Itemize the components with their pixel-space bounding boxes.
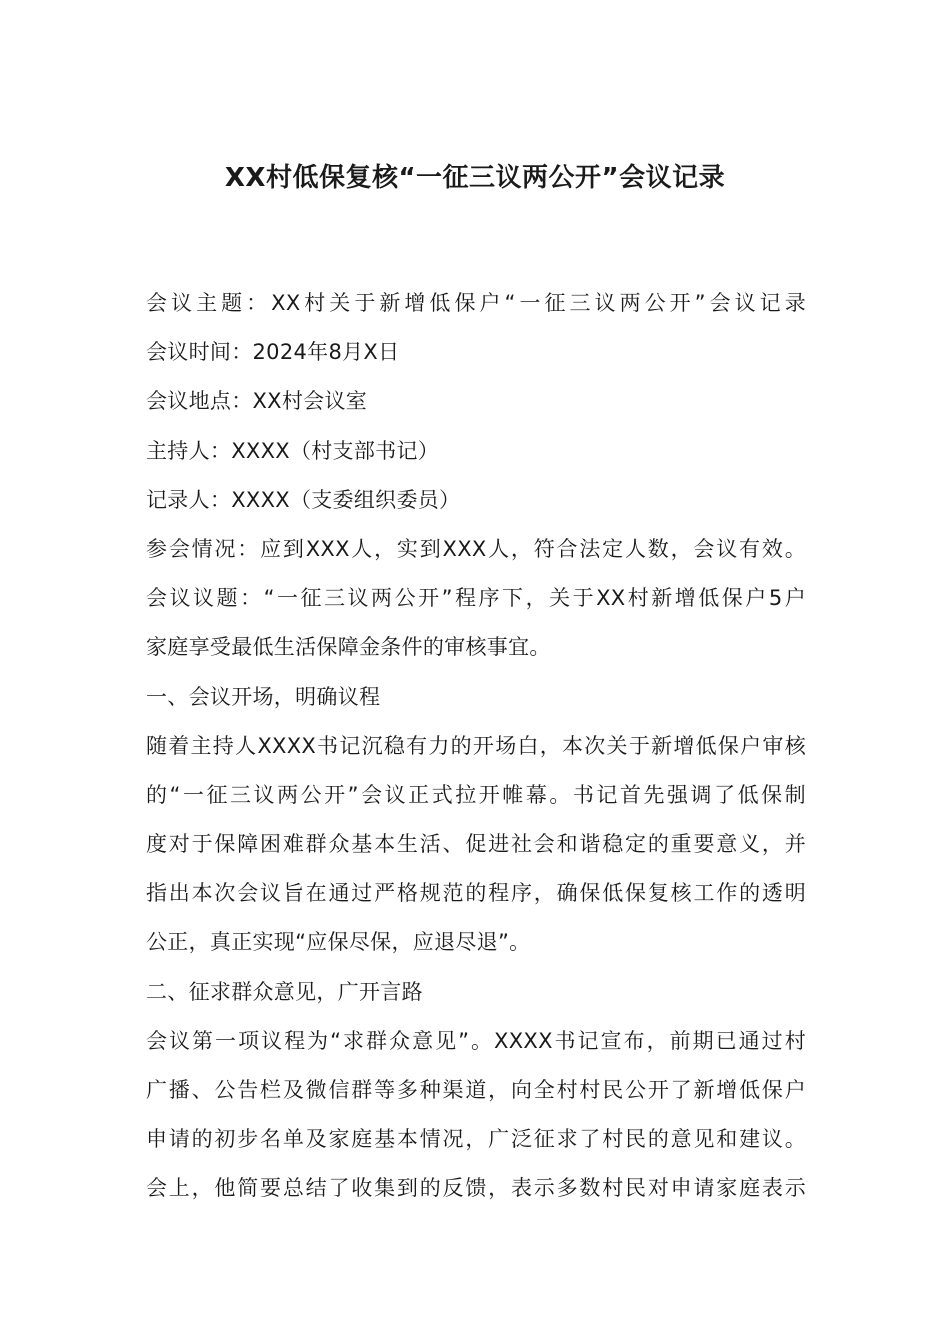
paragraph-line: 申请的初步名单及家庭基本情况，广泛征求了村民的意见和建议。 xyxy=(146,1127,806,1152)
paragraph-line: 随着主持人XXXX书记沉稳有力的开场白，本次关于新增低保户审核 xyxy=(146,733,806,758)
document-title: XX村低保复核“一征三议两公开”会议记录 xyxy=(224,163,726,193)
meeting-agenda-line: 家庭享受最低生活保障金条件的审核事宜。 xyxy=(146,635,551,660)
paragraph-line: 广播、公告栏及微信群等多种渠道，向全村村民公开了新增低保户 xyxy=(146,1078,806,1102)
paragraph-line: 指出本次会议旨在通过严格规范的程序，确保低保复核工作的透明 xyxy=(146,881,806,906)
document-body xyxy=(146,279,806,1214)
meeting-agenda-line: 会议议题：“一征三议两公开”程序下，关于XX村新增低保户5户 xyxy=(146,586,806,611)
meeting-attendance: 参会情况：应到XXX人，实到XXX人，符合法定人数，会议有效。 xyxy=(146,536,806,561)
paragraph-line: 会议第一项议程为“求群众意见”。XXXX书记宣布，前期已通过村 xyxy=(146,1028,806,1053)
meeting-location: 会议地点：XX村会议室 xyxy=(146,389,368,414)
section-heading-2: 二、征求群众意见，广开言路 xyxy=(146,979,423,1004)
meeting-topic: 会议主题：XX村关于新增低保户“一征三议两公开”会议记录 xyxy=(146,291,806,315)
meeting-recorder: 记录人：XXXX（支委组织委员） xyxy=(146,487,461,512)
meeting-time: 会议时间：2024年8月X日 xyxy=(146,340,400,365)
paragraph-line: 会上，他简要总结了收集到的反馈，表示多数村民对申请家庭表示 xyxy=(146,1176,806,1201)
paragraph-line: 的“一征三议两公开”会议正式拉开帷幕。书记首先强调了低保制 xyxy=(146,782,806,807)
paragraph-line: 公正，真正实现“应保尽保，应退尽退”。 xyxy=(146,930,531,955)
section-heading-1: 一、会议开场，明确议程 xyxy=(146,684,381,709)
meeting-host: 主持人：XXXX（村支部书记） xyxy=(146,438,440,463)
paragraph-line: 度对于保障困难群众基本生活、促进社会和谐稳定的重要意义，并 xyxy=(146,832,806,857)
